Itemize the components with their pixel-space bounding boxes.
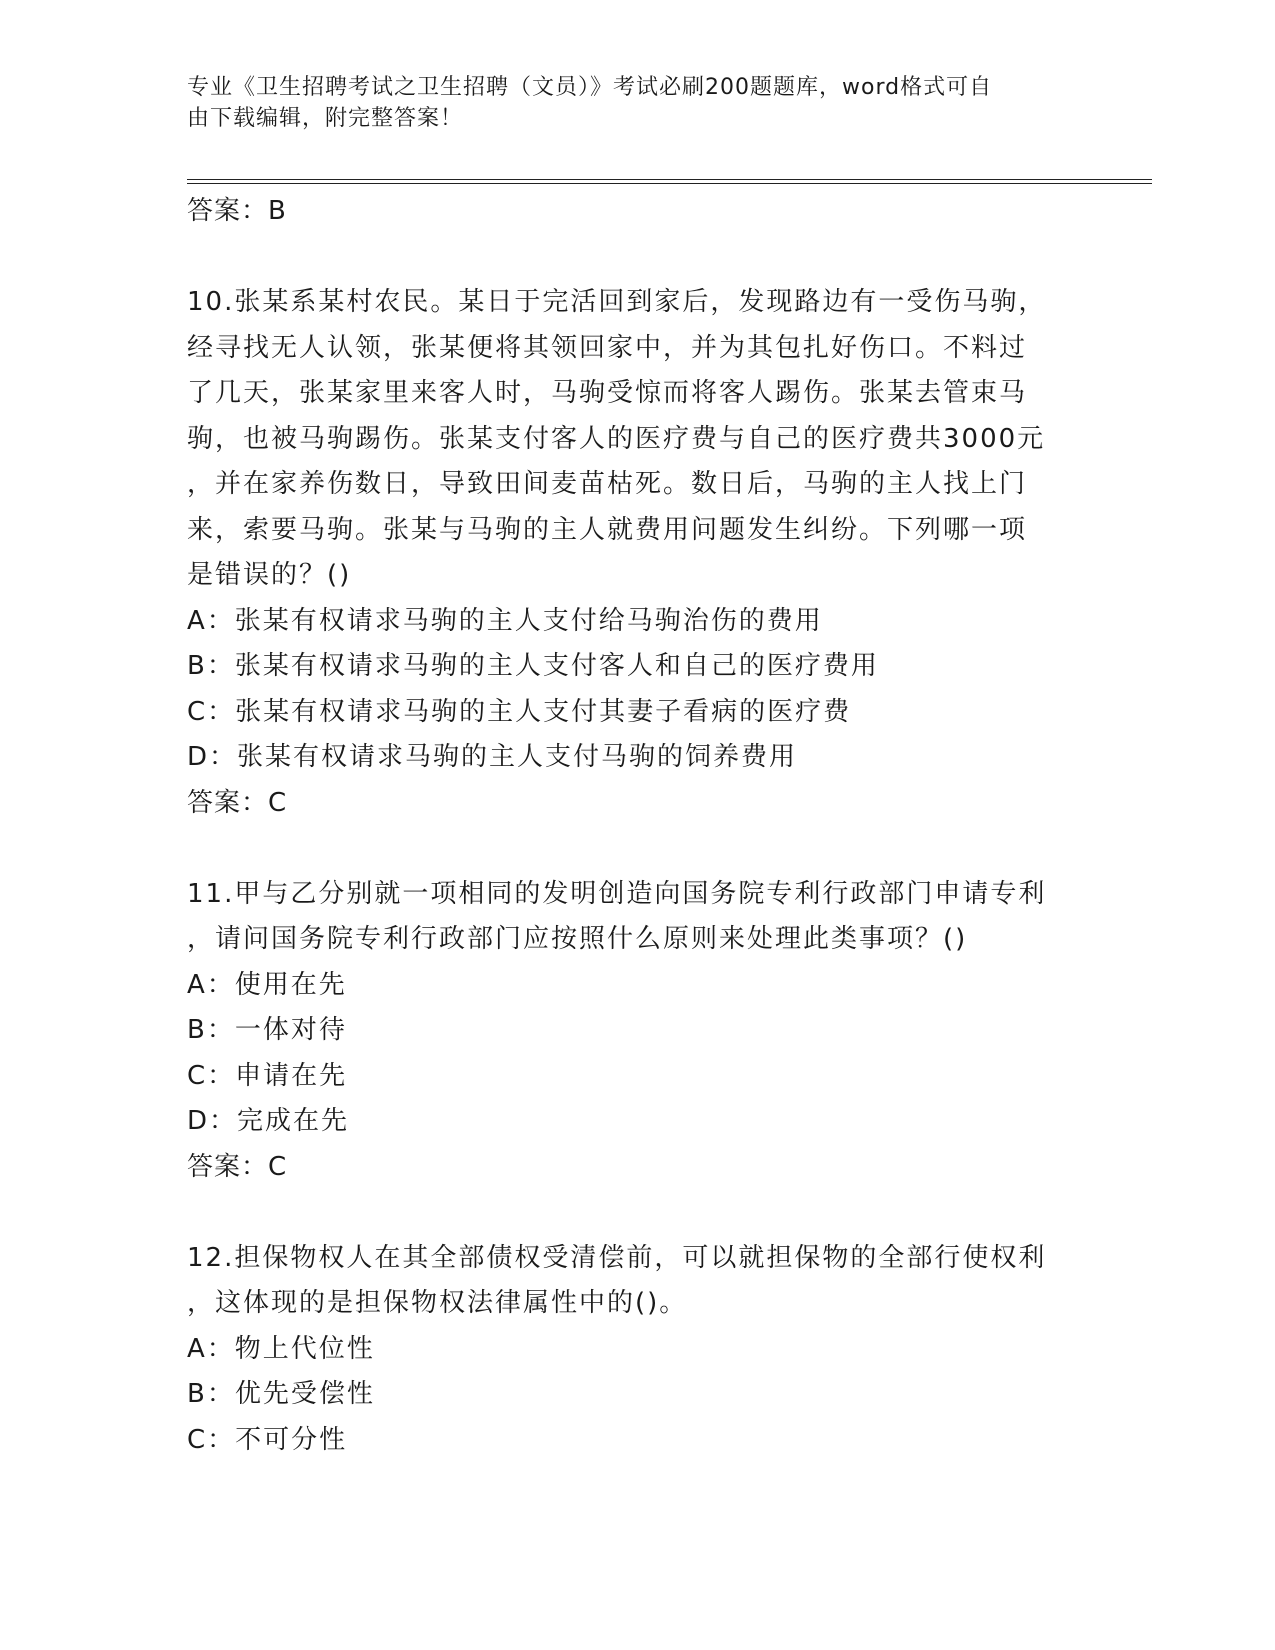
option-d: D：张某有权请求马驹的主人支付马驹的饲养费用 (187, 742, 798, 772)
question-text-line: 经寻找无人认领，张某便将其领回家中，并为其包扎好伤口。不料过 (187, 332, 1028, 363)
question-text-line: 来，索要马驹。张某与马驹的主人就费用问题发生纠纷。下列哪一项 (187, 514, 1028, 545)
question-text-line: ，请问国务院专利行政部门应按照什么原则来处理此类事项？() (187, 924, 968, 954)
answer-line: 答案：C (187, 787, 288, 818)
answer-line: 答案：C (187, 1151, 288, 1182)
question-text-line: 了几天，张某家里来客人时，马驹受惊而将客人踢伤。张某去管束马 (187, 378, 1028, 408)
question-text-line: 10.张某系某村农民。某日于完活回到家后，发现路边有一受伤马驹， (187, 287, 1047, 317)
option-a: A：物上代位性 (187, 1333, 375, 1364)
option-d: D：完成在先 (187, 1106, 350, 1136)
option-c: C：申请在先 (187, 1060, 348, 1091)
header-line-2: 由下载编辑，附完整答案！ (187, 106, 464, 131)
option-a: A：张某有权请求马驹的主人支付给马驹治伤的费用 (187, 605, 823, 636)
spacer (187, 235, 1087, 281)
spacer (187, 1190, 1087, 1236)
header-divider-top (187, 179, 1152, 180)
option-c: C：不可分性 (187, 1424, 348, 1455)
spacer (187, 826, 1087, 872)
question-11 (187, 872, 1087, 1191)
document-header (187, 72, 1087, 134)
option-c: C：张某有权请求马驹的主人支付其妻子看病的医疗费 (187, 696, 852, 727)
question-text-line: 是错误的？() (187, 560, 352, 590)
question-12 (187, 1236, 1087, 1464)
question-text-line: ，并在家养伤数日，导致田间麦苗枯死。数日后，马驹的主人找上门 (187, 469, 1028, 499)
option-a: A：使用在先 (187, 969, 347, 1000)
question-text-line: 11.甲与乙分别就一项相同的发明创造向国务院专利行政部门申请专利 (187, 878, 1047, 909)
answer-line: 答案：B (187, 196, 287, 226)
option-b: B：优先受偿性 (187, 1379, 375, 1409)
question-text-line: ，这体现的是担保物权法律属性中的()。 (187, 1288, 688, 1318)
question-text-line: 12.担保物权人在其全部债权受清偿前，可以就担保物的全部行使权利 (187, 1242, 1047, 1273)
option-b: B：一体对待 (187, 1015, 347, 1045)
header-divider-bottom (187, 183, 1152, 184)
header-line-1: 专业《卫生招聘考试之卫生招聘（文员）》考试必刷200题题库，word格式可自 (187, 75, 993, 100)
question-10 (187, 280, 1087, 826)
question-content (187, 189, 1087, 1463)
option-b: B：张某有权请求马驹的主人支付客人和自己的医疗费用 (187, 651, 879, 681)
question-text-line: 驹，也被马驹踢伤。张某支付客人的医疗费与自己的医疗费共3000元 (187, 423, 1046, 454)
